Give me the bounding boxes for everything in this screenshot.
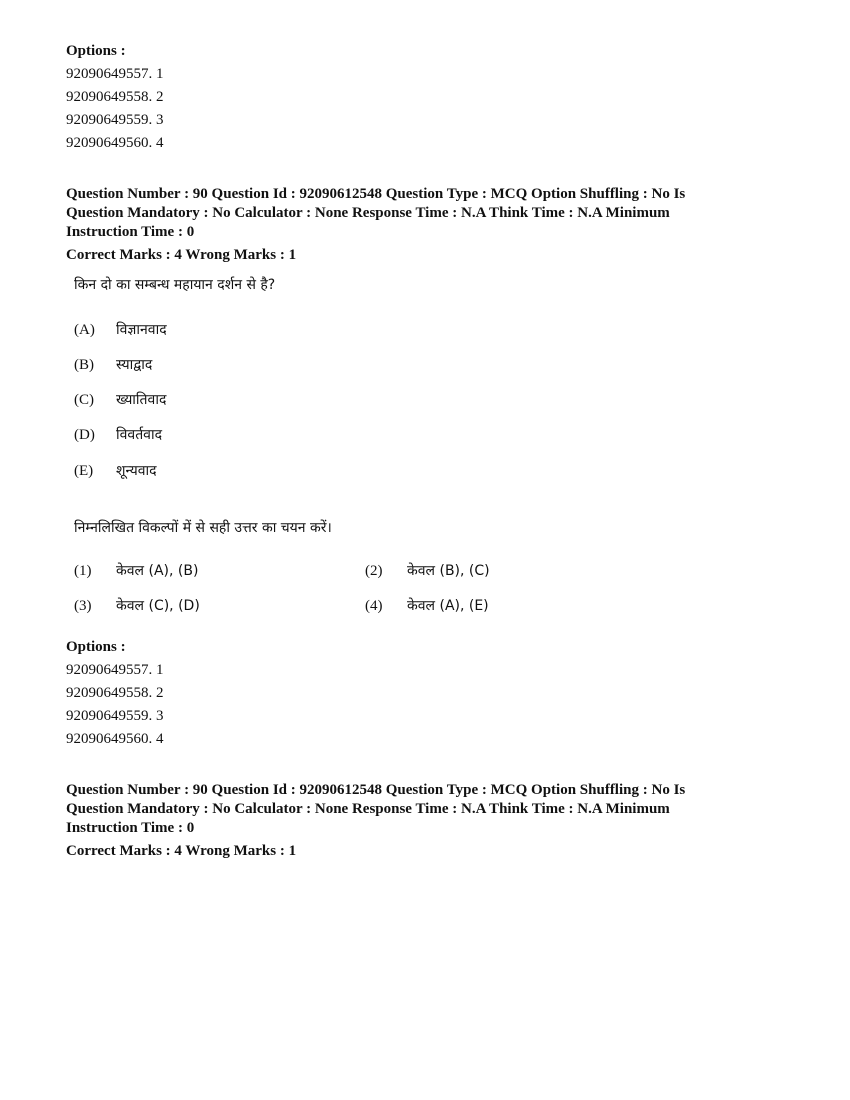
- meta-line: Instruction Time : 0: [66, 820, 195, 836]
- choice-label: (A): [74, 322, 95, 338]
- marks-line: Correct Marks : 4 Wrong Marks : 1: [66, 247, 297, 263]
- answer-text: केवल (A), (E): [407, 598, 489, 614]
- top-options-block: [66, 40, 164, 155]
- answer-label: (4): [365, 598, 383, 614]
- choice-d: [74, 425, 162, 444]
- option-item: 92090649559. 3: [66, 708, 164, 724]
- choice-text: ख्यातिवाद: [116, 392, 167, 408]
- choice-a: [74, 320, 167, 339]
- answer-instruction: निम्नलिखित विकल्पों में से सही उत्तर का चयन करें।: [74, 520, 332, 536]
- choice-text: स्याद्वाद: [116, 357, 153, 373]
- answer-option-4: [365, 596, 489, 615]
- choice-label: (B): [74, 357, 94, 373]
- choice-text: शून्यवाद: [116, 463, 157, 479]
- meta-line: Instruction Time : 0: [66, 224, 195, 240]
- answer-text: केवल (A), (B): [116, 563, 199, 579]
- option-item: 92090649559. 3: [66, 112, 164, 128]
- option-item: 92090649560. 4: [66, 135, 164, 151]
- answer-label: (3): [74, 598, 92, 614]
- meta-line: Question Mandatory : No Calculator : None Response Time : N.A Think Time : N.A Minimum: [66, 801, 670, 817]
- answer-label: (2): [365, 563, 383, 579]
- question-meta: [66, 781, 766, 861]
- question-meta: [66, 185, 766, 265]
- choice-label: (C): [74, 392, 94, 408]
- choice-b: [74, 355, 152, 374]
- option-item: 92090649560. 4: [66, 731, 164, 747]
- marks-line: Correct Marks : 4 Wrong Marks : 1: [66, 843, 297, 859]
- meta-line: Question Number : 90 Question Id : 92090612548 Question Type : MCQ Option Shuffling : No Is: [66, 782, 686, 798]
- meta-line: Question Number : 90 Question Id : 92090612548 Question Type : MCQ Option Shuffling : No Is: [66, 186, 686, 202]
- answer-option-2: [365, 561, 490, 580]
- answer-option-1: [74, 561, 198, 580]
- meta-line: Question Mandatory : No Calculator : None Response Time : N.A Think Time : N.A Minimum: [66, 205, 670, 221]
- choice-text: विज्ञानवाद: [116, 322, 167, 338]
- answer-label: (1): [74, 563, 92, 579]
- answer-text: केवल (C), (D): [116, 598, 200, 614]
- choice-c: [74, 390, 166, 409]
- option-item: 92090649558. 2: [66, 685, 164, 701]
- choice-text: विवर्तवाद: [116, 427, 163, 443]
- options-heading: Options :: [66, 639, 126, 655]
- options-heading: Options :: [66, 43, 126, 59]
- answer-option-3: [74, 596, 200, 615]
- choice-label: (D): [74, 427, 95, 443]
- choice-label: (E): [74, 463, 94, 479]
- question-text: किन दो का सम्बन्ध महायान दर्शन से है?: [74, 277, 276, 293]
- choice-e: [74, 461, 157, 480]
- option-item: 92090649558. 2: [66, 89, 164, 105]
- option-item: 92090649557. 1: [66, 662, 164, 678]
- question-options-block: [66, 636, 164, 751]
- answer-text: केवल (B), (C): [407, 563, 490, 579]
- option-item: 92090649557. 1: [66, 66, 164, 82]
